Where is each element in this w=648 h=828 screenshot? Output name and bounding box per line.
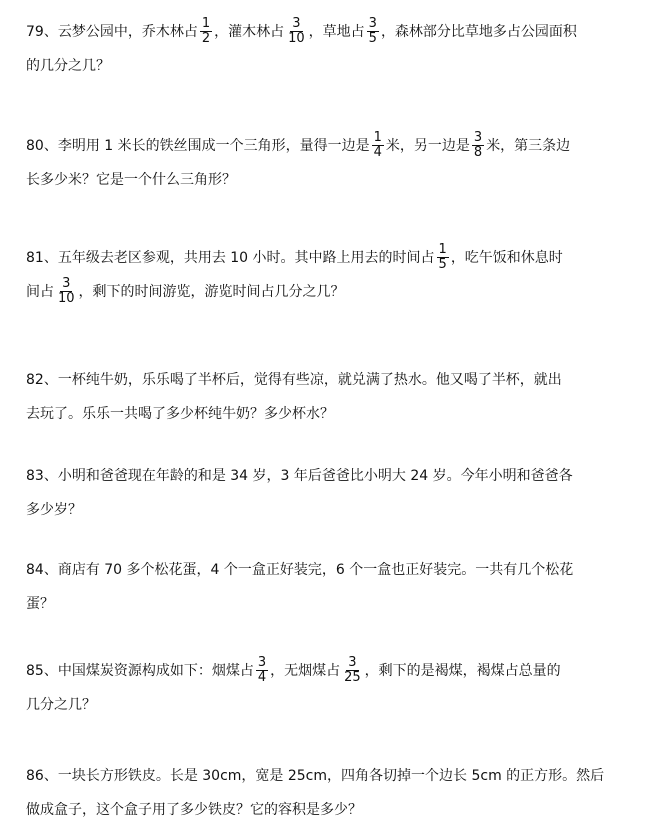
fraction <box>367 17 379 46</box>
problem-line <box>26 48 586 82</box>
fraction-numerator: 3 <box>292 15 301 31</box>
problem-line <box>26 240 586 274</box>
problem-line <box>26 792 586 826</box>
problem-line <box>26 687 586 721</box>
fraction-denominator: 8 <box>473 144 483 160</box>
problem-text: 81、五年级去老区参观，共用去 10 小时。其中路上用去的时间占 <box>26 250 435 266</box>
fraction-numerator: 3 <box>368 15 377 31</box>
problem-text: ，剩下的时间游览，游览时间占几分之几？ <box>78 284 345 300</box>
fraction-denominator: 2 <box>201 30 211 46</box>
fraction <box>342 656 363 685</box>
problem-text: 80、李明用 1 米长的铁丝围成一个三角形，量得一边是 <box>26 138 370 154</box>
problem-text: 多少岁？ <box>26 502 82 518</box>
fraction <box>437 243 449 272</box>
problem-text: 米，第三条边 <box>486 138 571 154</box>
problem-line <box>26 396 586 430</box>
fraction-numerator: 3 <box>348 654 357 670</box>
problem-line <box>26 274 586 308</box>
fraction <box>56 277 77 306</box>
fraction-denominator: 4 <box>373 144 382 160</box>
problem-text: 的几分之几？ <box>26 58 110 74</box>
problem-83 <box>26 458 586 526</box>
problem-text: ，草地占 <box>308 24 365 40</box>
fraction-numerator: 3 <box>473 129 483 145</box>
fraction <box>286 17 307 46</box>
problem-text: ，森林部分比草地多占公园面积 <box>380 24 577 40</box>
problem-line <box>26 14 586 48</box>
problem-text: 84、商店有 70 多个松花蛋，4 个一盒正好装完，6 个一盒也正好装完。一共有几个松花 <box>26 562 574 578</box>
fraction <box>472 131 484 160</box>
problem-85 <box>26 653 586 721</box>
problem-text: 间占 <box>26 284 54 300</box>
problem-text: 85、中国煤炭资源构成如下：烟煤占 <box>26 663 254 679</box>
problem-80 <box>26 128 586 196</box>
fraction-denominator: 5 <box>438 256 447 272</box>
fraction-denominator: 5 <box>368 30 377 46</box>
problem-text: 蛋？ <box>26 596 54 612</box>
problem-line <box>26 586 586 620</box>
fraction <box>256 656 268 685</box>
problem-text: ，吃午饭和休息时 <box>450 250 563 266</box>
problem-text: 米，另一边是 <box>385 138 470 154</box>
problem-line <box>26 653 586 687</box>
problem-line <box>26 162 586 196</box>
fraction-denominator: 10 <box>58 290 75 306</box>
problem-text: 83、小明和爸爸现在年龄的和是 34 岁，3 年后爸爸比小明大 24 岁。今年小明和爸爸各 <box>26 468 573 484</box>
problem-text: ，灌木林占 <box>214 24 285 40</box>
problem-line <box>26 362 586 396</box>
problem-text: 86、一块长方形铁皮。长是 30cm，宽是 25cm，四角各切掉一个边长 5cm 的正方形。然后 <box>26 768 605 784</box>
problem-line <box>26 492 586 526</box>
fraction <box>372 131 384 160</box>
problem-text: 长多少米？它是一个什么三角形？ <box>26 172 236 188</box>
problem-line <box>26 758 605 792</box>
fraction-numerator: 1 <box>373 129 382 145</box>
fraction-numerator: 1 <box>438 241 447 257</box>
fraction <box>200 17 212 46</box>
fraction-numerator: 1 <box>201 15 211 31</box>
problem-line <box>26 458 586 492</box>
problem-84 <box>26 552 586 620</box>
fraction-denominator: 4 <box>257 669 267 685</box>
problem-79 <box>26 14 586 82</box>
fraction-denominator: 25 <box>344 669 361 685</box>
problem-text: ，剩下的是褐煤，褐煤占总量的 <box>364 663 561 679</box>
fraction-numerator: 3 <box>62 275 71 291</box>
fraction-denominator: 10 <box>288 30 305 46</box>
problem-line <box>26 128 586 162</box>
problem-text: 去玩了。乐乐一共喝了多少杯纯牛奶？多少杯水？ <box>26 406 334 422</box>
problem-text: 79、云梦公园中，乔木林占 <box>26 24 198 40</box>
problem-text: 做成盒子，这个盒子用了多少铁皮？它的容积是多少？ <box>26 802 362 818</box>
problem-text: 82、一杯纯牛奶，乐乐喝了半杯后，觉得有些凉，就兑满了热水。他又喝了半杯，就出 <box>26 372 562 388</box>
problem-line <box>26 552 586 586</box>
problem-text: ，无烟煤占 <box>270 663 341 679</box>
problem-text: 几分之几？ <box>26 697 96 713</box>
fraction-numerator: 3 <box>257 654 267 670</box>
problem-86 <box>26 758 605 826</box>
problem-81 <box>26 240 586 308</box>
problem-82 <box>26 362 586 430</box>
